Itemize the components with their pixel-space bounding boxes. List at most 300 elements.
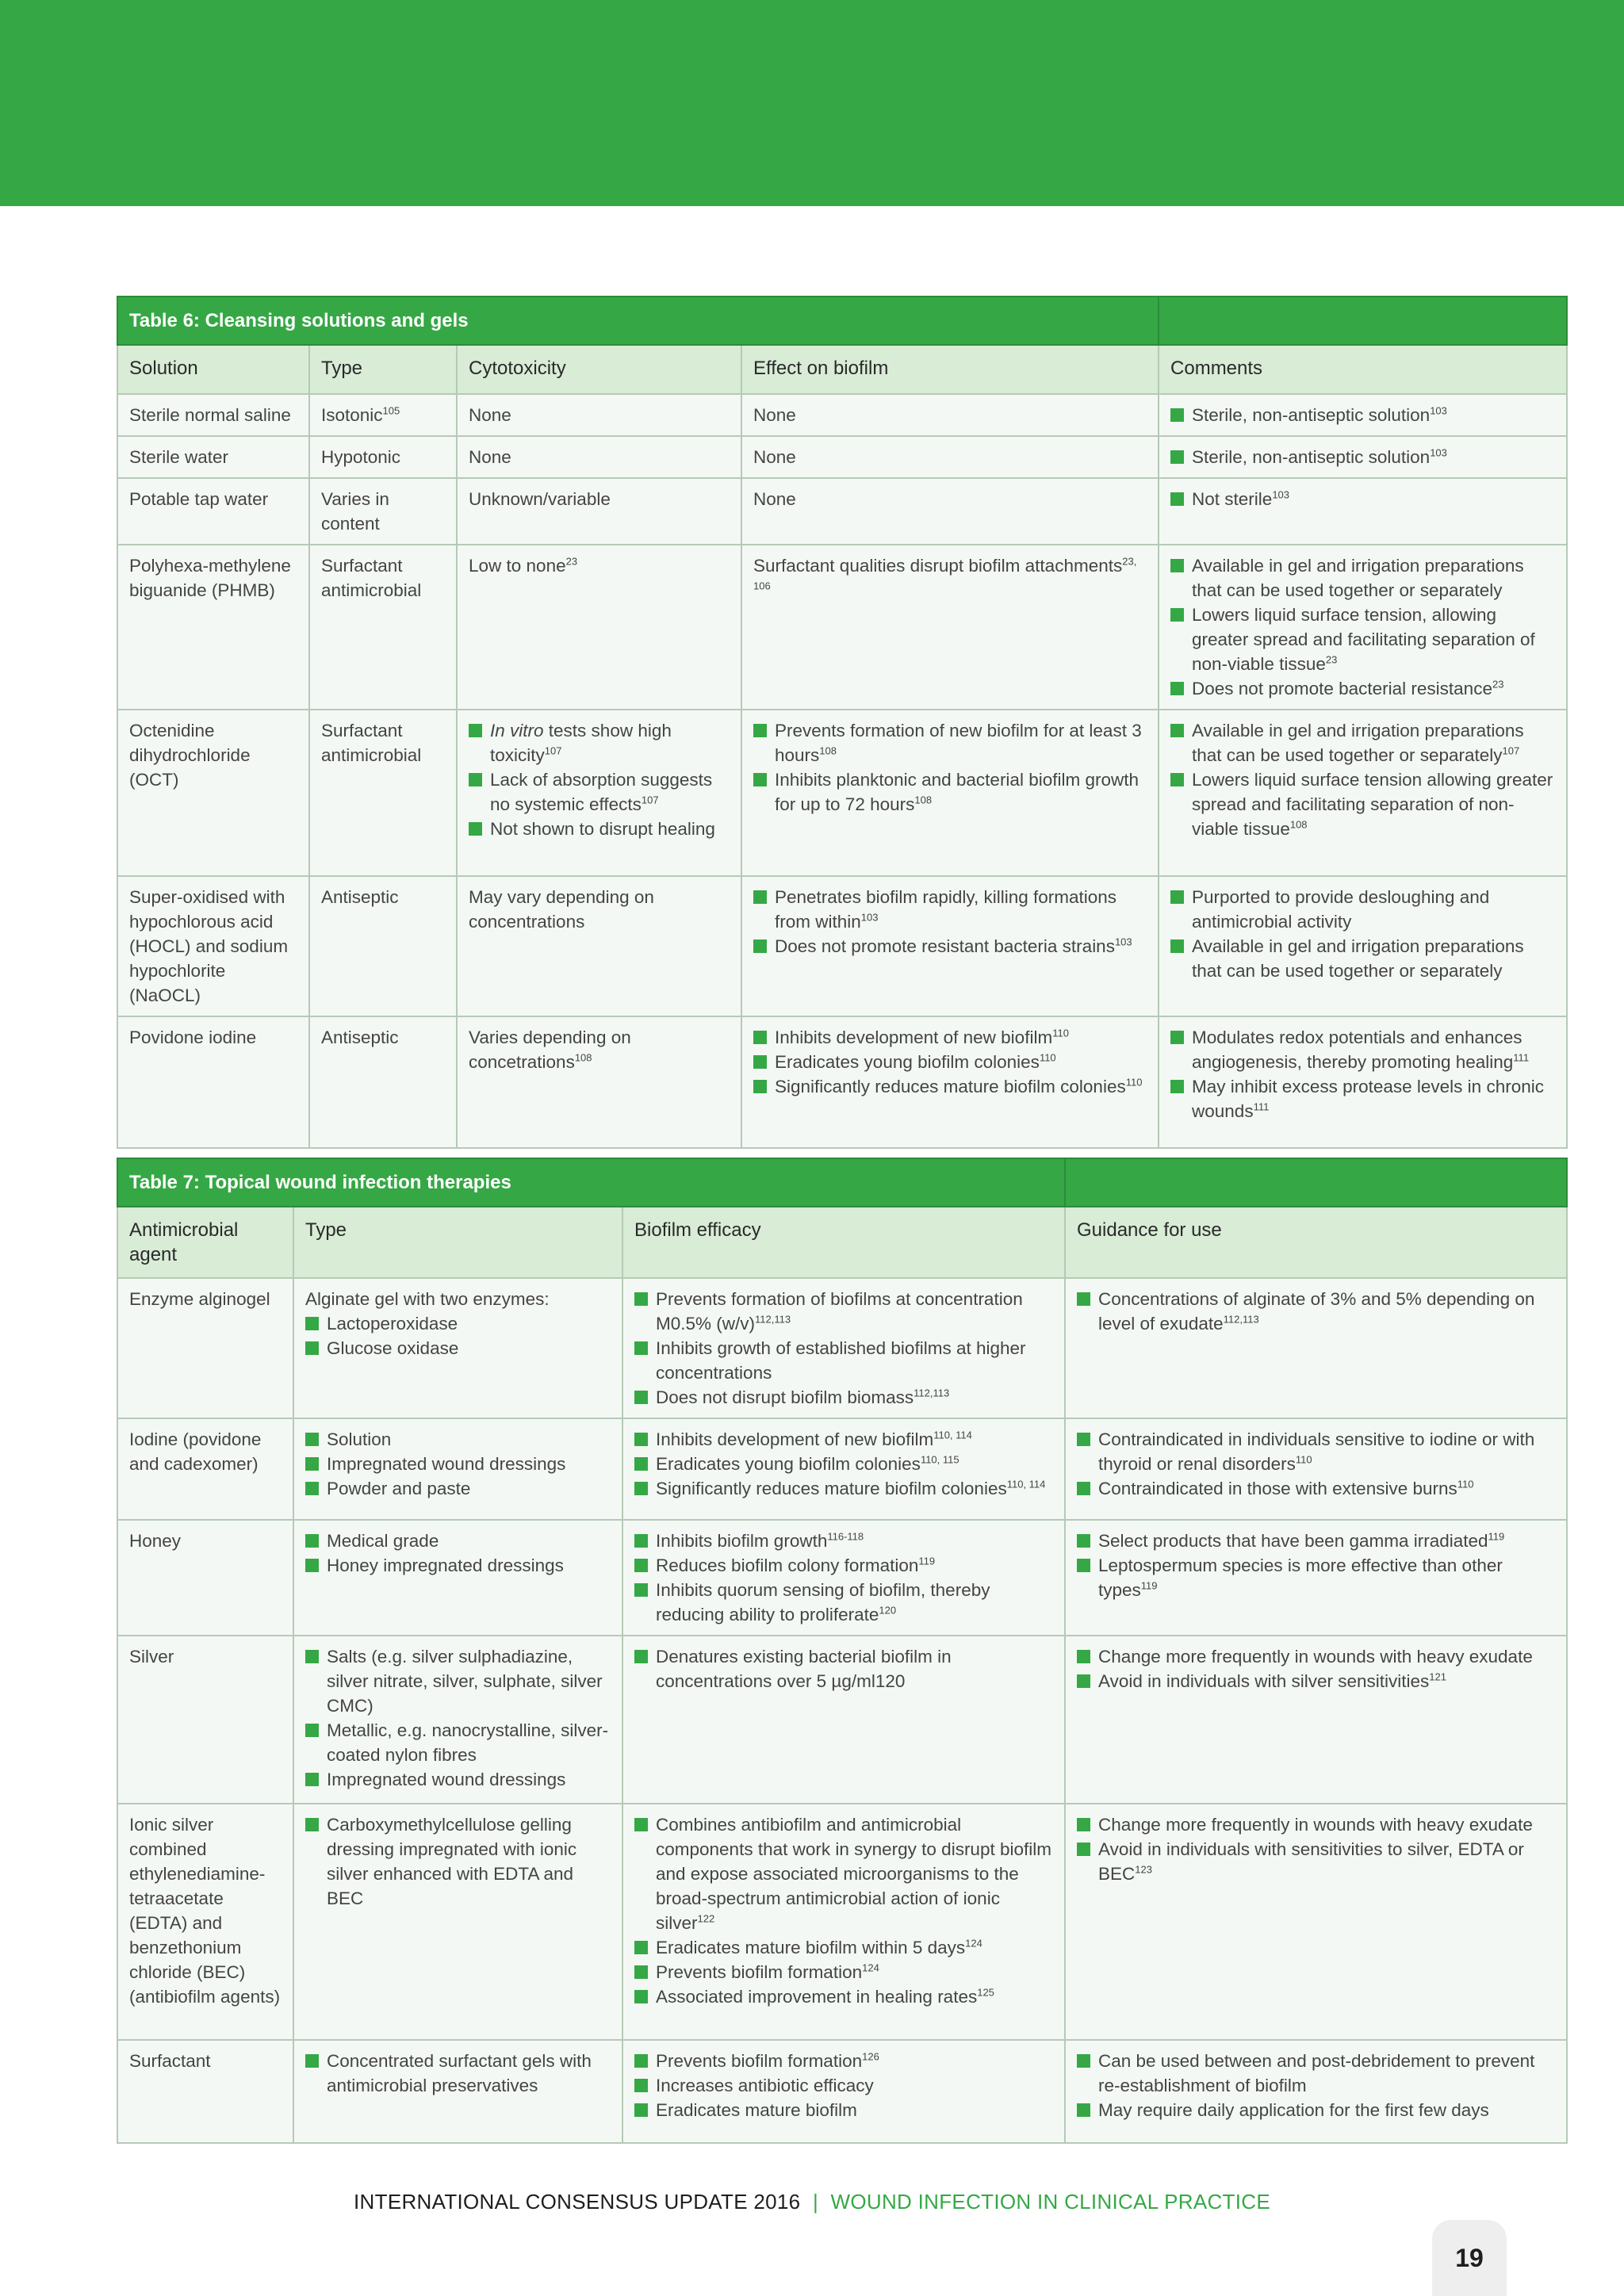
- bullet-list: [1077, 1529, 1555, 1602]
- cell-text-content: Prevents biofilm formation: [656, 2051, 863, 2071]
- reference-number: 125: [977, 1986, 994, 1999]
- bullet-item: [634, 1452, 1053, 1476]
- cell-text-content: Sterile, non-antiseptic solution: [1192, 447, 1431, 467]
- cell-text-content: Available in gel and irrigation preparations that can be used together or separately: [1192, 721, 1524, 765]
- bullet-list: [1170, 885, 1555, 983]
- bullet-list: [305, 2049, 611, 2098]
- reference-number: 110: [1052, 1027, 1069, 1039]
- bullet-item: [1170, 718, 1555, 767]
- cell-text-content: May require daily application for the first few days: [1098, 2100, 1489, 2120]
- cell-comments: [1159, 478, 1567, 545]
- cell-type: [309, 545, 457, 710]
- cell-text-content: Purported to provide desloughing and antimicrobial activity: [1192, 887, 1490, 932]
- bullet-list: [305, 1812, 611, 1911]
- reference-number: 110, 114: [933, 1429, 972, 1441]
- bullet-list: [634, 1427, 1053, 1501]
- cell-text-content: Does not promote bacterial resistance: [1192, 679, 1492, 698]
- reference-number: 122: [697, 1912, 715, 1925]
- bullet-item: [634, 1644, 1053, 1693]
- reference-number: 112,113: [1223, 1313, 1259, 1326]
- bullet-item: [634, 1287, 1053, 1336]
- cell-type: [309, 436, 457, 478]
- bullet-item: [634, 2098, 1053, 2122]
- bullet-item: [634, 1578, 1053, 1627]
- bullet-list: [634, 1812, 1053, 2009]
- bullet-list: [1077, 2049, 1555, 2122]
- reference-number: 108: [574, 1051, 592, 1064]
- bullet-item: [1170, 1074, 1555, 1123]
- bullet-item: [1077, 1669, 1555, 1693]
- bullet-item: [634, 1553, 1053, 1578]
- cell-biofilm-efficacy: [622, 2040, 1065, 2143]
- cell-text-content: Varies in content: [321, 489, 389, 534]
- cell-text-content: tests show high toxicity: [490, 721, 672, 765]
- cell-text-content: Avoid in individuals with sensitivities to silver, EDTA or BEC: [1098, 1839, 1524, 1884]
- cell-text-content: None: [469, 405, 511, 425]
- bullet-list: [1077, 1644, 1555, 1693]
- cell-biofilm-efficacy: [622, 1278, 1065, 1418]
- bullet-item: [305, 1718, 611, 1767]
- cell-effect-on-biofilm: [741, 478, 1159, 545]
- cell-effect-on-biofilm: [741, 436, 1159, 478]
- cell-type: [309, 394, 457, 436]
- cell-text-content: Surfactant antimicrobial: [321, 556, 422, 600]
- cell-text-content: Inhibits development of new biofilm: [656, 1429, 934, 1449]
- bullet-item: [753, 767, 1147, 817]
- cell-text-content: Associated improvement in healing rates: [656, 1987, 978, 2007]
- bullet-item: [634, 1984, 1053, 2009]
- bullet-item: [634, 1385, 1053, 1410]
- bullet-list: [634, 1529, 1053, 1627]
- cell-text-content: Surfactant: [129, 2051, 211, 2071]
- bullet-item: [305, 1311, 611, 1336]
- cell-text-content: Octenidine dihydrochloride (OCT): [129, 721, 251, 790]
- cell-text-content: Surfactant qualities disrupt biofilm attachments: [753, 556, 1123, 576]
- cell-solution: [117, 876, 309, 1016]
- cell-text-content: Eradicates young biofilm colonies: [775, 1052, 1040, 1072]
- reference-number: 111: [1513, 1051, 1530, 1064]
- cell-effect-on-biofilm: [741, 710, 1159, 876]
- table-row: [117, 478, 1567, 545]
- cell-text-content: Contraindicated in those with extensive burns: [1098, 1479, 1457, 1498]
- cell-text-content: Polyhexa-methylene biguanide (PHMB): [129, 556, 291, 600]
- table-row: [117, 545, 1567, 710]
- cell-text-content: Carboxymethylcellulose gelling dressing impregnated with ionic silver enhanced with EDTA and BEC: [327, 1815, 577, 1908]
- cell-text-content: Modulates redox potentials and enhances angiogenesis, thereby promoting healing: [1192, 1027, 1522, 1072]
- cell-cytotoxicity: [457, 1016, 741, 1148]
- bullet-item: [634, 1336, 1053, 1385]
- cell-text-content: Combines antibiofilm and antimicrobial components that work in synergy to disrupt biofilm and expose associated microorganisms to the broad-spectrum antimicrobial action of ionic silver: [656, 1815, 1051, 1933]
- reference-number: 23, 106: [753, 555, 1137, 592]
- column-header-comments: Comments: [1159, 345, 1567, 394]
- cell-text-content: Eradicates young biofilm colonies: [656, 1454, 921, 1474]
- bullet-item: [305, 1427, 611, 1452]
- cell-text-content: Select products that have been gamma irradiated: [1098, 1531, 1488, 1551]
- bullet-item: [469, 767, 730, 817]
- cell-antimicrobial-agent: [117, 1278, 293, 1418]
- cell-text-content: Honey impregnated dressings: [327, 1556, 564, 1575]
- table-row: [117, 436, 1567, 478]
- cell-text-content: Eradicates mature biofilm: [656, 2100, 857, 2120]
- cell-text-content: Avoid in individuals with silver sensitivities: [1098, 1671, 1430, 1691]
- cell-text-content: Lack of absorption suggests no systemic effects: [490, 770, 713, 814]
- bullet-list: [634, 2049, 1053, 2122]
- column-header-effect-on-biofilm: Effect on biofilm: [741, 345, 1159, 394]
- reference-number: 105: [382, 404, 400, 417]
- cell-text-content: Prevents biofilm formation: [656, 1962, 863, 1982]
- table-row: [117, 1520, 1567, 1636]
- bullet-item: [1170, 553, 1555, 603]
- bullet-list: [1170, 445, 1555, 469]
- cell-text-content: Inhibits biofilm growth: [656, 1531, 828, 1551]
- cell-text-content: None: [469, 447, 511, 467]
- cell-text-content: Sterile water: [129, 447, 229, 467]
- bullet-item: [305, 2049, 611, 2098]
- cell-text-content: Isotonic: [321, 405, 383, 425]
- column-header-guidance-for-use: Guidance for use: [1065, 1207, 1567, 1278]
- bullet-list: [1077, 1812, 1555, 1886]
- column-header-cytotoxicity: Cytotoxicity: [457, 345, 741, 394]
- cell-text-content: Sterile, non-antiseptic solution: [1192, 405, 1431, 425]
- reference-number: 103: [860, 911, 879, 924]
- table-topical-therapies: [117, 1158, 1568, 2144]
- bullet-item: [1077, 1812, 1555, 1837]
- cell-solution: [117, 545, 309, 710]
- cell-text-content: Significantly reduces mature biofilm colonies: [775, 1077, 1126, 1096]
- cell-cytotoxicity: [457, 545, 741, 710]
- bullet-item: [634, 1427, 1053, 1452]
- cell-type: [293, 1418, 622, 1520]
- cell-text: Alginate gel with two enzymes:: [305, 1289, 550, 1309]
- reference-number: 23: [565, 555, 578, 568]
- cell-text-content: Hypotonic: [321, 447, 401, 467]
- table-row: [117, 394, 1567, 436]
- cell-text-content: Antiseptic: [321, 887, 399, 907]
- cell-type: [309, 710, 457, 876]
- cell-text-content: Ionic silver combined ethylenediamine-tetraacetate (EDTA) and benzethonium chloride (BEC) (antibiofilm agents): [129, 1815, 281, 2007]
- reference-number: 119: [1140, 1579, 1158, 1592]
- table-header-row: [117, 345, 1567, 394]
- bullet-item: [1170, 445, 1555, 469]
- cell-text-content: Prevents formation of biofilms at concentration M0.5% (w/v): [656, 1289, 1023, 1334]
- cell-text-content: Antiseptic: [321, 1027, 399, 1047]
- reference-number: 112,113: [755, 1313, 791, 1326]
- bullet-item: [753, 718, 1147, 767]
- reference-number: 110, 115: [920, 1453, 959, 1466]
- cell-text-content: Inhibits quorum sensing of biofilm, thereby reducing ability to proliferate: [656, 1580, 990, 1624]
- cell-text-content: None: [753, 447, 796, 467]
- reference-number: 120: [879, 1604, 897, 1617]
- cell-text-content: Enzyme alginogel: [129, 1289, 270, 1309]
- bullet-item: [305, 1529, 611, 1553]
- bullet-item: [1077, 1427, 1555, 1476]
- bullet-item: [634, 2049, 1053, 2073]
- table-title: Table 7: Topical wound infection therapies: [117, 1158, 1065, 1207]
- cell-comments: [1159, 876, 1567, 1016]
- cell-text-content: Lactoperoxidase: [327, 1314, 458, 1334]
- header-banner: [0, 0, 1624, 206]
- column-header-biofilm-efficacy: Biofilm efficacy: [622, 1207, 1065, 1278]
- reference-number: 111: [1253, 1100, 1270, 1113]
- cell-antimicrobial-agent: [117, 2040, 293, 2143]
- bullet-list: [305, 1427, 611, 1501]
- bullet-list: [305, 1644, 611, 1792]
- bullet-item: [1170, 767, 1555, 841]
- bullet-item: [305, 1812, 611, 1911]
- cell-text-content: Change more frequently in wounds with heavy exudate: [1098, 1815, 1533, 1835]
- cell-cytotoxicity: [457, 478, 741, 545]
- bullet-item: [753, 885, 1147, 934]
- bullet-item: [305, 1336, 611, 1360]
- bullet-item: [1077, 1644, 1555, 1669]
- cell-type: [309, 1016, 457, 1148]
- cell-text-content: Not shown to disrupt healing: [490, 819, 715, 839]
- cell-text-content: Can be used between and post-debridement to prevent re-establishment of biofilm: [1098, 2051, 1535, 2095]
- bullet-list: [1170, 553, 1555, 701]
- cell-text-content: Not sterile: [1192, 489, 1273, 509]
- cell-text-content: Eradicates mature biofilm within 5 days: [656, 1938, 966, 1957]
- cell-text-content: Denatures existing bacterial biofilm in concentrations over 5 µg/ml120: [656, 1647, 952, 1691]
- cell-type: [309, 478, 457, 545]
- cell-guidance-for-use: [1065, 1278, 1567, 1418]
- column-header-type: Type: [309, 345, 457, 394]
- cell-biofilm-efficacy: [622, 1804, 1065, 2040]
- cell-text-content: Leptospermum species is more effective than other types: [1098, 1556, 1503, 1600]
- cell-text-content: Unknown/variable: [469, 489, 611, 509]
- column-header-solution: Solution: [117, 345, 309, 394]
- bullet-item: [305, 1452, 611, 1476]
- cell-biofilm-efficacy: [622, 1520, 1065, 1636]
- reference-number: 124: [862, 1961, 879, 1974]
- table-title-cell-empty: [1159, 297, 1567, 345]
- cell-text-content: Medical grade: [327, 1531, 439, 1551]
- table-cleansing-solutions: [117, 296, 1568, 1149]
- cell-text-content: Available in gel and irrigation preparations that can be used together or separately: [1192, 936, 1524, 981]
- bullet-item: [1170, 487, 1555, 511]
- bullet-list: [469, 718, 730, 841]
- bullet-item: [305, 1553, 611, 1578]
- bullet-item: [1077, 2049, 1555, 2098]
- cell-effect-on-biofilm: [741, 876, 1159, 1016]
- bullet-item: [1077, 1553, 1555, 1602]
- reference-number: 110: [1125, 1076, 1143, 1089]
- bullet-list: [753, 1025, 1147, 1099]
- cell-guidance-for-use: [1065, 1804, 1567, 2040]
- cell-text-content: Metallic, e.g. nanocrystalline, silver-coated nylon fibres: [327, 1720, 609, 1765]
- reference-number: 124: [965, 1937, 982, 1950]
- cell-text-content: Povidone iodine: [129, 1027, 257, 1047]
- reference-number: 107: [544, 744, 562, 757]
- bullet-list: [1077, 1427, 1555, 1501]
- bullet-item: [1077, 2098, 1555, 2122]
- table-row: [117, 1418, 1567, 1520]
- cell-type: [293, 1636, 622, 1804]
- reference-number: 103: [1430, 404, 1447, 417]
- reference-number: 108: [914, 794, 933, 806]
- bullet-item: [1077, 1287, 1555, 1336]
- bullet-item: [753, 1050, 1147, 1074]
- bullet-item: [634, 1529, 1053, 1553]
- bullet-item: [1170, 403, 1555, 427]
- footer-publication: INTERNATIONAL CONSENSUS UPDATE 2016: [354, 2190, 801, 2214]
- cell-text-content: Varies depending on concetrations: [469, 1027, 631, 1072]
- bullet-item: [1170, 603, 1555, 676]
- cell-text-content: Does not promote resistant bacteria strains: [775, 936, 1115, 956]
- cell-text-content: None: [753, 405, 796, 425]
- bullet-item: [1077, 1476, 1555, 1501]
- footer-separator: |: [812, 2190, 818, 2214]
- bullet-item: [753, 1025, 1147, 1050]
- reference-number: 103: [1430, 446, 1447, 459]
- reference-number: 108: [1289, 818, 1308, 831]
- bullet-item: [634, 1935, 1053, 1960]
- cell-type: [293, 1278, 622, 1418]
- bullet-list: [753, 718, 1147, 817]
- bullet-item: [1077, 1837, 1555, 1886]
- cell-solution: [117, 478, 309, 545]
- bullet-item: [305, 1767, 611, 1792]
- bullet-item: [634, 2073, 1053, 2098]
- cell-text-content: Iodine (povidone and cadexomer): [129, 1429, 262, 1474]
- footer-section-title: WOUND INFECTION IN CLINICAL PRACTICE: [830, 2190, 1270, 2214]
- cell-text-content: Lowers liquid surface tension allowing greater spread and facilitating separation of non-viable tissue: [1192, 770, 1553, 839]
- cell-text-content: Potable tap water: [129, 489, 269, 509]
- reference-number: 110: [1295, 1453, 1312, 1466]
- bullet-item: [1170, 934, 1555, 983]
- reference-number: 112,113: [914, 1387, 950, 1399]
- cell-text-content: Concentrations of alginate of 3% and 5% depending on level of exudate: [1098, 1289, 1535, 1334]
- cell-antimicrobial-agent: [117, 1418, 293, 1520]
- cell-text-content: Contraindicated in individuals sensitive to iodine or with thyroid or renal disorders: [1098, 1429, 1535, 1474]
- bullet-item: [753, 934, 1147, 959]
- cell-antimicrobial-agent: [117, 1520, 293, 1636]
- reference-number: 103: [1272, 488, 1290, 501]
- cell-comments: [1159, 545, 1567, 710]
- cell-text-content: None: [753, 489, 796, 509]
- bullet-item: [1170, 885, 1555, 934]
- reference-number: 107: [641, 794, 659, 806]
- cell-type: [309, 876, 457, 1016]
- cell-comments: [1159, 436, 1567, 478]
- bullet-item: [469, 817, 730, 841]
- reference-number: 116-118: [827, 1530, 864, 1543]
- table-header-row: [117, 1207, 1567, 1278]
- cell-solution: [117, 394, 309, 436]
- bullet-list: [634, 1644, 1053, 1693]
- cell-text-content: Impregnated wound dressings: [327, 1454, 566, 1474]
- table-row: [117, 1636, 1567, 1804]
- cell-effect-on-biofilm: [741, 394, 1159, 436]
- bullet-item: [753, 1074, 1147, 1099]
- cell-text-content: Powder and paste: [327, 1479, 471, 1498]
- cell-text-content: Glucose oxidase: [327, 1338, 459, 1358]
- cell-text-content: Available in gel and irrigation preparations that can be used together or separately: [1192, 556, 1524, 600]
- cell-type: [293, 2040, 622, 2143]
- cell-solution: [117, 710, 309, 876]
- cell-text-content: May inhibit excess protease levels in chronic wounds: [1192, 1077, 1544, 1121]
- column-header-type: Type: [293, 1207, 622, 1278]
- cell-text-content: May vary depending on concentrations: [469, 887, 654, 932]
- cell-solution: [117, 436, 309, 478]
- cell-cytotoxicity: [457, 876, 741, 1016]
- bullet-list: [305, 1311, 611, 1360]
- cell-effect-on-biofilm: [741, 1016, 1159, 1148]
- table-row: [117, 876, 1567, 1016]
- cell-guidance-for-use: [1065, 1418, 1567, 1520]
- cell-cytotoxicity: [457, 436, 741, 478]
- cell-text-content: Low to none: [469, 556, 566, 576]
- cell-comments: [1159, 394, 1567, 436]
- cell-text-content: Sterile normal saline: [129, 405, 291, 425]
- cell-guidance-for-use: [1065, 2040, 1567, 2143]
- cell-text-content: Prevents formation of new biofilm for at least 3 hours: [775, 721, 1142, 765]
- reference-number: 123: [1135, 1863, 1152, 1876]
- bullet-item: [634, 1960, 1053, 1984]
- bullet-list: [1170, 487, 1555, 511]
- table-row: [117, 1016, 1567, 1148]
- page-footer: [0, 2190, 1624, 2214]
- reference-number: 110: [1039, 1051, 1056, 1064]
- cell-text-content: Honey: [129, 1531, 182, 1551]
- cell-type: [293, 1520, 622, 1636]
- reference-number: 107: [1502, 744, 1520, 757]
- table-title: Table 6: Cleansing solutions and gels: [117, 297, 1159, 345]
- cell-text-content: Lowers liquid surface tension, allowing greater spread and facilitating separation of non-viable tissue: [1192, 605, 1535, 674]
- table-row: [117, 710, 1567, 876]
- reference-number: 103: [1114, 936, 1132, 948]
- bullet-list: [1077, 1287, 1555, 1336]
- bullet-list: [753, 885, 1147, 959]
- cell-comments: [1159, 1016, 1567, 1148]
- cell-guidance-for-use: [1065, 1636, 1567, 1804]
- reference-number: 119: [1488, 1530, 1505, 1543]
- bullet-list: [1170, 403, 1555, 427]
- cell-cytotoxicity: [457, 394, 741, 436]
- reference-number: 23: [1492, 678, 1504, 691]
- reference-number: 110, 114: [1006, 1478, 1046, 1490]
- cell-text-content: Solution: [327, 1429, 392, 1449]
- cell-text-content: Penetrates biofilm rapidly, killing formations from within: [775, 887, 1117, 932]
- page-number: 19: [1432, 2220, 1507, 2296]
- cell-text-content: Significantly reduces mature biofilm colonies: [656, 1479, 1007, 1498]
- cell-effect-on-biofilm: [741, 545, 1159, 710]
- cell-cytotoxicity: [457, 710, 741, 876]
- cell-text-content: Inhibits growth of established biofilms at higher concentrations: [656, 1338, 1026, 1383]
- table-row: [117, 2040, 1567, 2143]
- table-row: [117, 1278, 1567, 1418]
- cell-text-content: Impregnated wound dressings: [327, 1770, 566, 1789]
- table-title-row: [117, 1158, 1567, 1207]
- cell-text-content: Silver: [129, 1647, 174, 1667]
- bullet-item: [305, 1476, 611, 1501]
- reference-number: 23: [1325, 653, 1338, 666]
- bullet-item: [1170, 1025, 1555, 1074]
- cell-biofilm-efficacy: [622, 1636, 1065, 1804]
- cell-text-content: Inhibits development of new biofilm: [775, 1027, 1053, 1047]
- cell-guidance-for-use: [1065, 1520, 1567, 1636]
- italic-term: In vitro: [490, 721, 544, 740]
- bullet-list: [305, 1529, 611, 1578]
- bullet-item: [469, 718, 730, 767]
- cell-text-content: Change more frequently in wounds with heavy exudate: [1098, 1647, 1533, 1667]
- bullet-list: [634, 1287, 1053, 1410]
- cell-text-content: Reduces biofilm colony formation: [656, 1556, 919, 1575]
- bullet-item: [1170, 676, 1555, 701]
- table-row: [117, 1804, 1567, 2040]
- cell-text-content: Does not disrupt biofilm biomass: [656, 1387, 914, 1407]
- cell-antimicrobial-agent: [117, 1804, 293, 2040]
- cell-text-content: Surfactant antimicrobial: [321, 721, 422, 765]
